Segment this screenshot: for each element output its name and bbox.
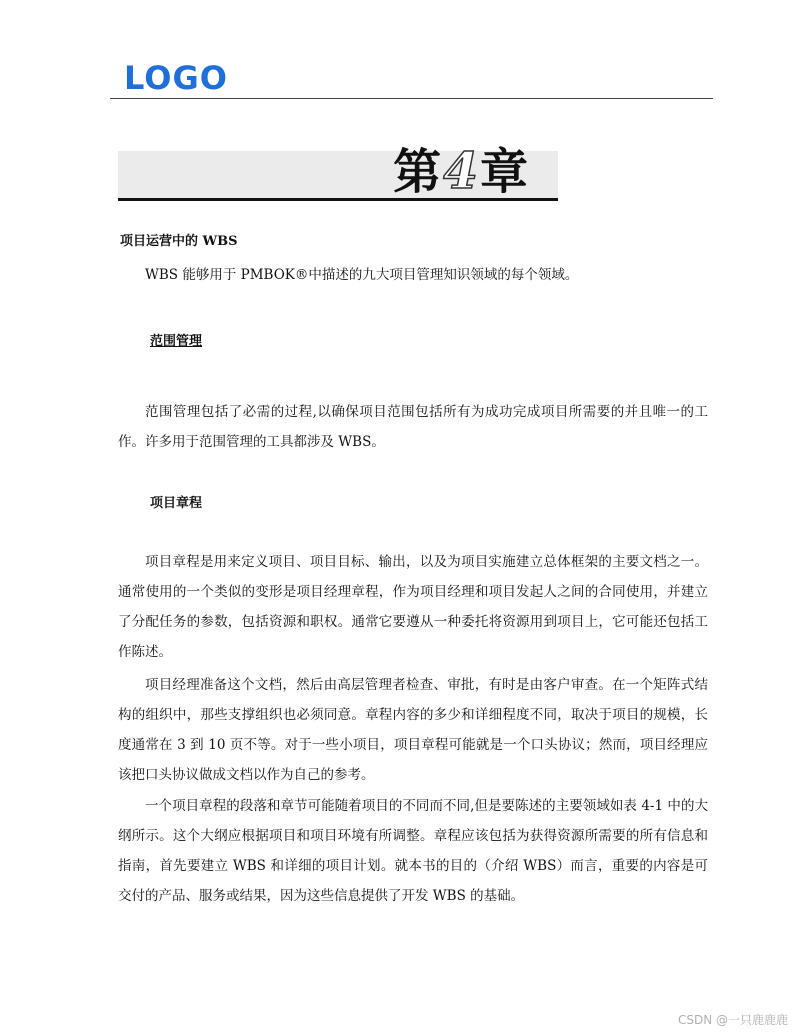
section-heading: 项目运营中的 WBS [120, 234, 238, 249]
chapter-title [393, 143, 528, 200]
scope-management-paragraph: 范围管理包括了必需的过程,以确保项目范围包括所有为成功完成项目所需要的并且唯一的工作。许多用于范围管理的工具都涉及 WBS。 [118, 404, 708, 450]
header-divider [110, 98, 713, 99]
scope-management-heading: 范围管理 [150, 334, 203, 349]
chapter-number: 4 [443, 141, 478, 200]
project-charter-heading: 项目章程 [150, 496, 203, 511]
charter-paragraph-2: 项目经理准备这个文档，然后由高层管理者检查、审批，有时是由客户审查。在一个矩阵式结构的组织中，那些支撑组织也必须同意。章程内容的多少和详细程度不同，取决于项目的规模，长度通常在 3 到 10 页不等。对于一些小项目，项目章程可能就是一个口头协议；然而，项目经理应该把口头协议做成文档以作为自己的参考。 [118, 677, 708, 783]
charter-paragraph-1: 项目章程是用来定义项目、项目目标、输出，以及为项目实施建立总体框架的主要文档之一。通常使用的一个类似的变形是项目经理章程，作为项目经理和项目发起人之间的合同使用，并建立了分配任务的参数，包括资源和职权。通常它要遵从一种委托将资源用到项目上，它可能还包括工作陈述。 [118, 554, 708, 660]
charter-paragraph-3: 一个项目章程的段落和章节可能随着项目的不同而不同,但是要陈述的主要领域如表 4-1 中的大纲所示。这个大纲应根据项目和项目环境有所调整。章程应该包括为获得资源所需要的所有信息和指南，首先要建立 WBS 和详细的项目计划。就本书的目的（介绍 WBS）而言，重要的内容是可交付的产品、服务或结果，因为这些信息提供了开发 WBS 的基础。 [118, 798, 708, 904]
chapter-suffix: 章 [479, 144, 528, 200]
chapter-prefix: 第 [393, 144, 442, 200]
chapter-banner [118, 141, 558, 201]
company-logo: LOGO [124, 59, 228, 97]
section-intro-paragraph: WBS 能够用于 PMBOK®中描述的九大项目管理知识领域的每个领域。 [145, 267, 579, 283]
csdn-watermark: CSDN @一只鹿鹿鹿 [677, 1013, 788, 1027]
